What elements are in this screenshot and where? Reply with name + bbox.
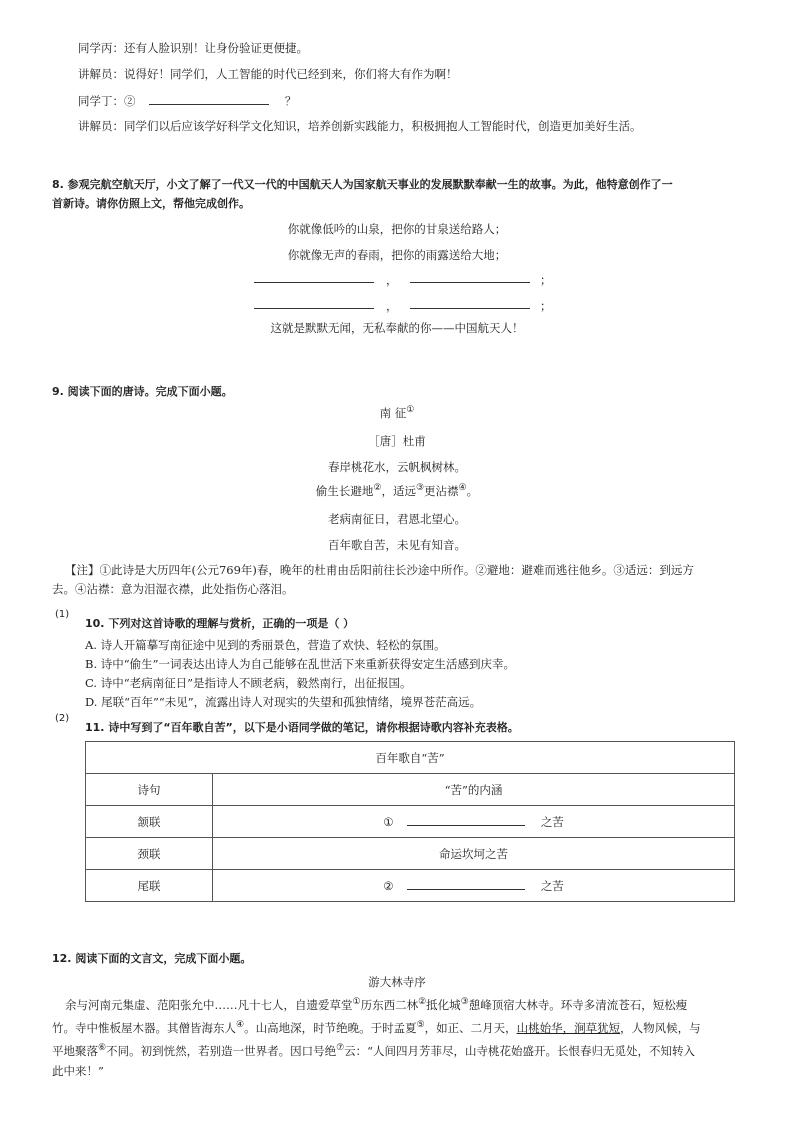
blank-marker: ② bbox=[383, 879, 394, 893]
passage-text: 余与河南元集虚、范阳张允中……凡十七人，自遗爱草堂 bbox=[65, 998, 353, 1012]
passage-text: 抵化城 bbox=[426, 998, 461, 1012]
blank-marker: ② bbox=[124, 94, 136, 108]
poem-author: ［唐］杜甫 bbox=[368, 434, 426, 448]
passage-line-1 bbox=[65, 997, 687, 1013]
table-row bbox=[86, 838, 735, 870]
answer-blank[interactable] bbox=[407, 877, 525, 890]
table-header: “苦”的内涵 bbox=[213, 774, 735, 806]
passage-line-2 bbox=[52, 1020, 701, 1036]
passage-line-3 bbox=[52, 1043, 695, 1059]
q8-blank-4[interactable] bbox=[410, 296, 530, 309]
passage-line-4: 此中来！” bbox=[52, 1064, 104, 1078]
passage-text: 竹。寺中惟板屋木器。其僧皆海东人 bbox=[52, 1021, 236, 1035]
row-content bbox=[213, 806, 735, 838]
poem-title-text: 南 征 bbox=[379, 406, 407, 420]
poem-line-3: 老病南征日，君恩北望心。 bbox=[328, 512, 466, 526]
blank-marker: ① bbox=[383, 815, 394, 829]
q9-stem: 9. 阅读下面的唐诗。完成下面小题。 bbox=[52, 385, 233, 398]
row-suffix: 之苦 bbox=[540, 879, 564, 893]
subquestion-index: (1) bbox=[55, 609, 70, 620]
footnote-marker: ① bbox=[352, 997, 361, 1008]
footnote-marker: ② bbox=[373, 483, 382, 494]
table-header: 诗句 bbox=[86, 774, 213, 806]
q8-poem-line2: 你就像无声的春雨，把你的雨露送给大地； bbox=[287, 248, 507, 262]
footnote-marker: ⑥ bbox=[98, 1043, 107, 1054]
table-title: 百年歌自“苦” bbox=[86, 742, 735, 774]
table-row bbox=[86, 806, 735, 838]
q10-stem: 10. 下列对这首诗歌的理解与赏析，正确的一项是（ ） bbox=[85, 617, 355, 630]
passage-text: 不同。初到恍然，若别造一世界者。因口号绝 bbox=[106, 1044, 337, 1058]
footnote-marker: ④ bbox=[458, 483, 467, 494]
dialogue-line-2 bbox=[78, 66, 458, 82]
answer-blank[interactable] bbox=[407, 813, 525, 826]
q8-blank-1[interactable] bbox=[254, 270, 374, 283]
passage-title: 游大林寺序 bbox=[368, 975, 426, 989]
row-label: 颔联 bbox=[86, 806, 213, 838]
q12-stem: 12. 阅读下面的文言文，完成下面小题。 bbox=[52, 952, 252, 965]
row-content bbox=[213, 870, 735, 902]
speaker: 讲解员： bbox=[78, 67, 124, 81]
dialogue-text: 同学们以后应该学好科学文化知识，培养创新实践能力，积极拥抱人工智能时代，创造更加美好生活。 bbox=[124, 119, 642, 133]
passage-text: 云：“人间四月芳菲尽，山寺桃花始盛开。长恨春归无觅处，不知转入 bbox=[344, 1044, 696, 1058]
comma: ， bbox=[386, 299, 398, 313]
passage-text: 憩峰顶宿大林寺。环寺多清流苍石，短松瘦 bbox=[468, 998, 688, 1012]
semicolon: ； bbox=[540, 299, 552, 313]
poem-text: 更沾襟 bbox=[424, 484, 459, 498]
q8-stem-line1: 8. 参观完航空航天厅，小文了解了一代又一代的中国航天人为国家航天事业的发展默默奉献一生的故事。为此，他特意创作了一 bbox=[52, 178, 673, 191]
q8-poem-last-line: 这就是默默无闻，无私奉献的你——中国航天人！ bbox=[270, 321, 524, 335]
poem-note-line1: 【注】①此诗是大历四年(公元769年)春，晚年的杜甫由岳阳前往长沙途中所作。②避地：避难而逃往他乡。③适远：到远方 bbox=[65, 563, 694, 577]
row-label: 颈联 bbox=[86, 838, 213, 870]
poem-line-4: 百年歌自苦，未见有知音。 bbox=[328, 538, 466, 552]
q10-option-d[interactable]: D. 尾联“百年”“未见”，流露出诗人对现实的失望和孤独情绪，境界苍茫高远。 bbox=[85, 695, 482, 709]
speaker: 同学丁： bbox=[78, 94, 124, 108]
q11-stem: 11. 诗中写到了“百年歌自苦”，以下是小语同学做的笔记，请你根据诗歌内容补充表格。 bbox=[85, 721, 519, 734]
poem-title bbox=[0, 405, 794, 421]
footnote-marker: ② bbox=[418, 997, 427, 1008]
footnote-marker: ③ bbox=[415, 483, 425, 494]
q10-option-c[interactable]: C. 诗中“老病南征日”是指诗人不顾老病，毅然南行，出征报国。 bbox=[85, 676, 412, 690]
notes-table bbox=[85, 741, 735, 902]
table-row bbox=[86, 870, 735, 902]
poem-text: ，适远 bbox=[381, 484, 416, 498]
q8-blank-2[interactable] bbox=[410, 270, 530, 283]
subquestion-index: (2) bbox=[55, 713, 70, 724]
comma: ， bbox=[386, 273, 398, 287]
question-mark: ？ bbox=[284, 94, 297, 108]
footnote-marker: ③ bbox=[460, 997, 469, 1008]
q8-blank-3[interactable] bbox=[254, 296, 374, 309]
q8-poem-line1: 你就像低吟的山泉，把你的甘泉送给路人； bbox=[287, 222, 507, 236]
footnote-marker: ⑦ bbox=[336, 1043, 345, 1054]
footnote-marker: ① bbox=[406, 405, 415, 416]
passage-text: ，如正、二月天， bbox=[424, 1021, 517, 1035]
footnote-marker: ⑤ bbox=[416, 1020, 425, 1031]
passage-text: 。山高地深，时节绝晚。于时孟夏 bbox=[244, 1021, 417, 1035]
poem-line-2 bbox=[0, 483, 794, 499]
poem-line-1: 春岸桃花水，云帆枫树林。 bbox=[328, 460, 466, 474]
speaker: 同学丙： bbox=[78, 41, 124, 55]
footnote-marker: ④ bbox=[236, 1020, 245, 1031]
dialogue-text: 说得好！同学们，人工智能的时代已经到来，你们将大有作为啊！ bbox=[124, 67, 458, 81]
passage-text: ，人物风候，与 bbox=[620, 1021, 701, 1035]
semicolon: ； bbox=[540, 273, 552, 287]
poem-text: 偷生长避地 bbox=[315, 484, 374, 498]
answer-blank[interactable] bbox=[149, 92, 269, 105]
dialogue-line-3 bbox=[78, 92, 296, 109]
row-label: 尾联 bbox=[86, 870, 213, 902]
q10-option-b[interactable]: B. 诗中“偷生”一词表达出诗人为自己能够在乱世活下来重新获得安定生活感到庆幸。 bbox=[85, 657, 516, 671]
dialogue-line-4 bbox=[78, 118, 642, 134]
dialogue-text: 还有人脸识别！让身份验证更便捷。 bbox=[124, 41, 308, 55]
underlined-sentence: 山桃始华，涧草犹短 bbox=[516, 1021, 621, 1035]
row-suffix: 之苦 bbox=[540, 815, 564, 829]
q10-option-a[interactable]: A. 诗人开篇摹写南征途中见到的秀丽景色，营造了欢快、轻松的氛围。 bbox=[85, 638, 446, 652]
row-content: 命运坎坷之苦 bbox=[213, 838, 735, 870]
poem-text: 。 bbox=[466, 484, 479, 498]
speaker: 讲解员： bbox=[78, 119, 124, 133]
q8-stem-line2: 首新诗。请你仿照上文，帮他完成创作。 bbox=[52, 197, 250, 210]
passage-text: 平地聚落 bbox=[52, 1044, 98, 1058]
poem-note-line2: 去。④沾襟：意为泪湿衣襟，此处指伤心落泪。 bbox=[52, 582, 294, 596]
dialogue-line-1 bbox=[78, 40, 308, 56]
passage-text: 历东西二林 bbox=[360, 998, 419, 1012]
